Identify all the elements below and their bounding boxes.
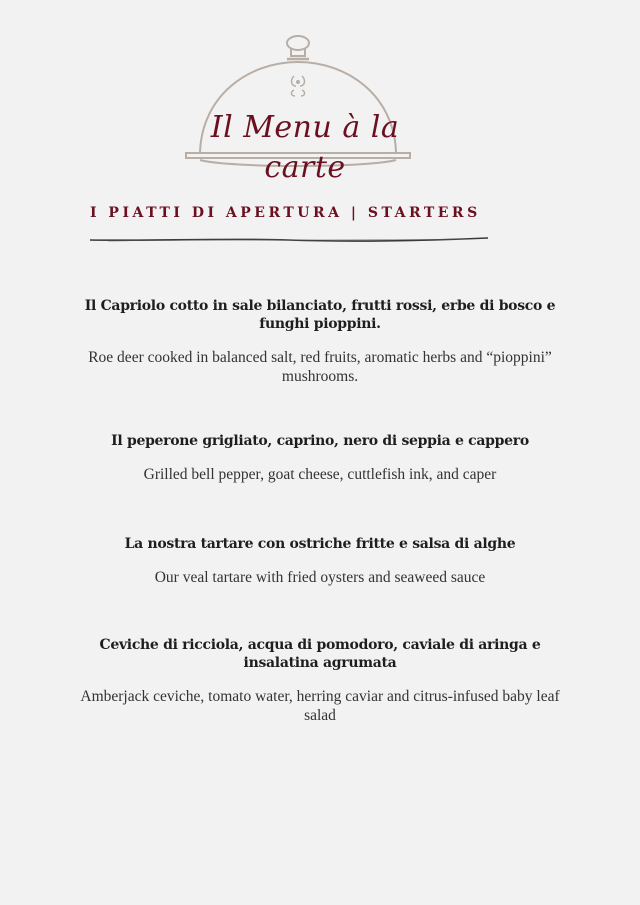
menu-item-title: Il Capriolo cotto in sale bilanciato, frutti rossi, erbe di bosco e funghi pioppini. [84,298,556,332]
menu-item [80,636,560,725]
menu-item-title: Ceviche di ricciola, acqua di pomodoro, caviale di aringa e insalatina agrumata [99,637,541,671]
section-heading: I PIATTI DI APERTURA | STARTERS [90,205,481,221]
menu-item-description: Grilled bell pepper, goat cheese, cuttlefish ink, and caper [143,466,497,483]
menu-item [80,297,560,386]
menu-title: Il Menu à la carte [210,110,400,185]
menu-item-description: Roe deer cooked in balanced salt, red fruits, aromatic herbs and “pioppini” mushrooms. [88,349,552,385]
menu-item-title: Il peperone grigliato, caprino, nero di seppia e cappero [111,433,529,449]
menu-item-description: Our veal tartare with fried oysters and seaweed sauce [154,569,486,586]
menu-item-description: Amberjack ceviche, tomato water, herring caviar and citrus-infused baby leaf salad [80,688,560,724]
menu-item [80,535,560,587]
menu-item-title: La nostra tartare con ostriche fritte e salsa di alghe [124,536,516,552]
divider-line [88,234,490,246]
menu-item [80,432,560,484]
